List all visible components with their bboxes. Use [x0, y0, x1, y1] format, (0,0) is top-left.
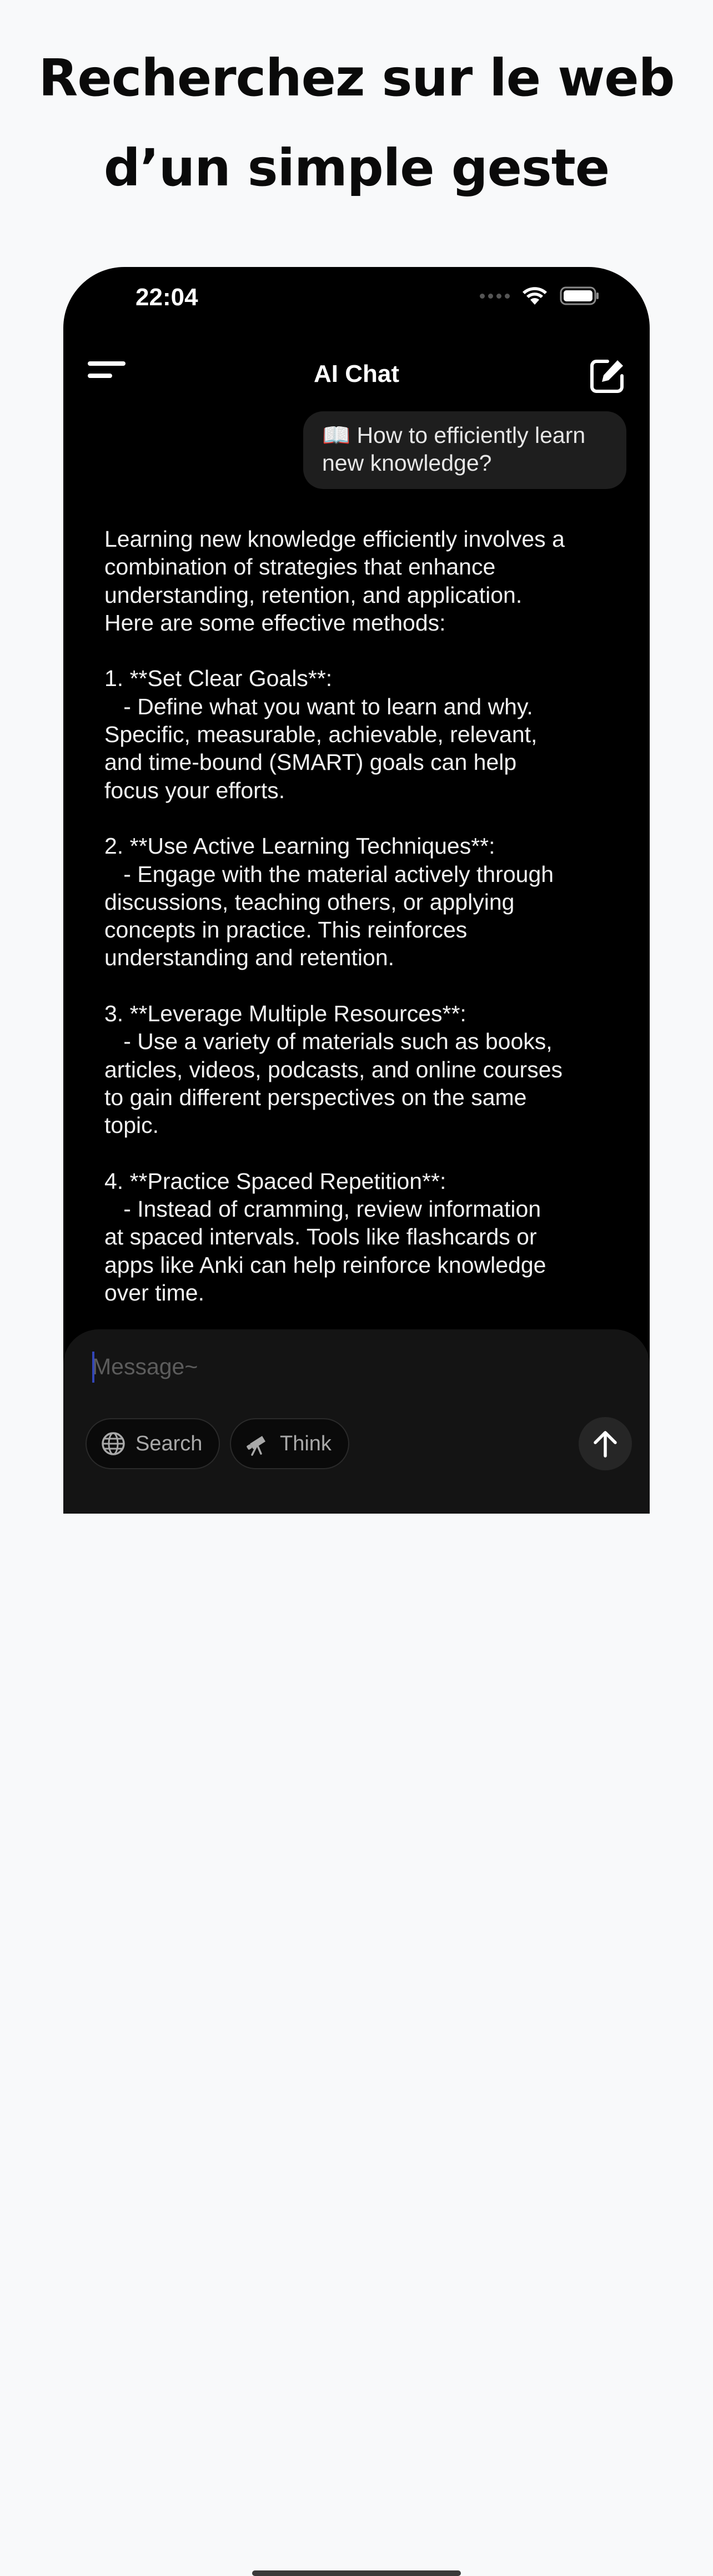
- globe-icon: [101, 1431, 125, 1456]
- user-message-bubble: 📖 How to efficiently learn new knowledge?: [303, 411, 626, 489]
- promo-headline-line1: Recherchez sur le web: [38, 48, 675, 108]
- wifi-icon: [522, 286, 548, 306]
- cellular-signal-icon: [480, 294, 510, 299]
- phone-screen: [63, 267, 650, 1514]
- nav-bar: [63, 345, 650, 400]
- text-cursor: [92, 1352, 94, 1383]
- status-icons: [480, 286, 600, 306]
- assistant-message: Learning new knowledge efficiently involves a combination of strategies that enhance understanding, retention, and application. Here are some effective methods: 1. **Set Clear Goals**: - Define what you want to learn and why. Specific, measurable, achievable, relevant, and time-bound (SMART) goals can help focus your efforts. 2. **Use Active Learning Techniques**: - Engage with the material actively through discussions, teaching others, or applying concepts in practice. This reinforces understanding and retention. 3. **Leverage Multiple Resources**: - Use a variety of materials such as books, articles, videos, podcasts, and online courses to gain different perspectives on the same topic. 4. **Practice Spaced Repetition**: - Instead of cramming, review information at spaced intervals. Tools like flashcards or apps like Anki can help reinforce knowledge over time.: [104, 526, 565, 1306]
- search-button[interactable]: [86, 1418, 220, 1469]
- search-button-label: Search: [135, 1431, 203, 1455]
- telescope-icon: [245, 1431, 270, 1456]
- promo-headline-line2: d’un simple geste: [103, 138, 610, 198]
- message-input[interactable]: [92, 1347, 592, 1386]
- promo-headline: [0, 33, 713, 213]
- home-indicator: [252, 2570, 461, 2576]
- think-button-label: Think: [280, 1431, 332, 1455]
- composer: [63, 1329, 650, 1514]
- battery-icon: [560, 286, 600, 306]
- think-button[interactable]: [230, 1418, 349, 1469]
- nav-title: AI Chat: [314, 360, 399, 387]
- arrow-up-icon: [590, 1428, 621, 1459]
- status-time: 22:04: [135, 284, 198, 311]
- compose-icon[interactable]: [589, 357, 626, 395]
- send-button[interactable]: [579, 1417, 632, 1470]
